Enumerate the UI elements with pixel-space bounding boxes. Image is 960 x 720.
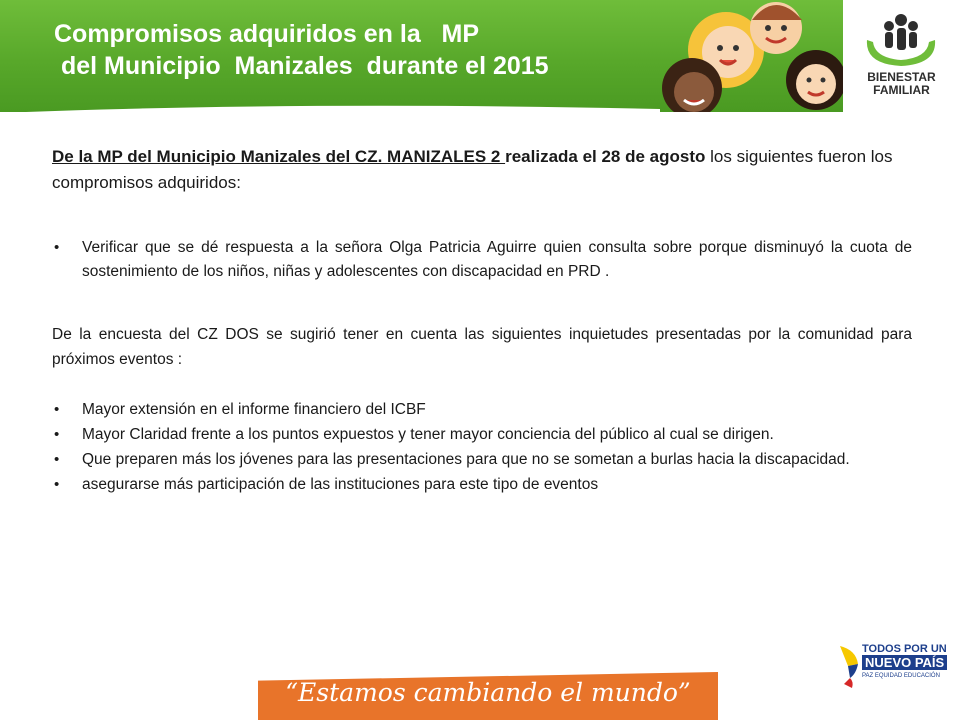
family-hands-icon [843,0,960,68]
gov-line-3: PAZ EQUIDAD EDUCACIÓN [862,673,940,679]
list-item: • Que preparen más los jóvenes para las presentaciones para que no se sometan a burlas hacia la discapacidad. [52,448,912,472]
slogan: “Estamos cambiando el mundo” [285,678,691,707]
survey-paragraph: De la encuesta del CZ DOS se sugirió tener en cuenta las siguientes inquietudes presentadas por la comunidad para próximos eventos : [52,326,912,368]
list-item: • asegurarse más participación de las instituciones para este tipo de eventos [52,473,912,497]
page-title [54,18,634,82]
logo-line-1: BIENESTAR [867,70,936,84]
intro-paragraph [52,144,912,196]
intro-bold: realizada el 28 de agosto [505,147,706,166]
gov-line-1: TODOS POR UN [862,643,947,655]
intro-rest: los siguientes fueron los compromisos adquiridos: [52,147,893,192]
list-item: • Verificar que se dé respuesta a la señora Olga Patricia Aguirre quien consulta sobre porque disminuyó la cuota de sostenimiento de los niños, niñas y adolescentes con discapacidad en PRD . [52,236,912,284]
title-line-2: del Municipio Manizales durante el 2015 [54,52,549,80]
intro-underlined: De la MP del Municipio Manizales del CZ. MANIZALES 2 [52,147,506,166]
logo-text [843,71,960,97]
header-banner [0,0,960,112]
logo-line-2: FAMILIAR [873,83,930,97]
header-wave [0,95,960,112]
suggestions-list [52,398,912,498]
flag-icon [836,640,862,690]
list-item: • Mayor Claridad frente a los puntos expuestos y tener mayor conciencia del público al cual se dirigen. [52,423,912,447]
list-item: • Mayor extensión en el informe financiero del ICBF [52,398,912,422]
title-line-1: Compromisos adquiridos en la MP [54,20,480,48]
gov-logo [836,640,946,692]
gov-line-2: NUEVO PAÍS [862,655,947,670]
commitments-list [52,236,912,284]
